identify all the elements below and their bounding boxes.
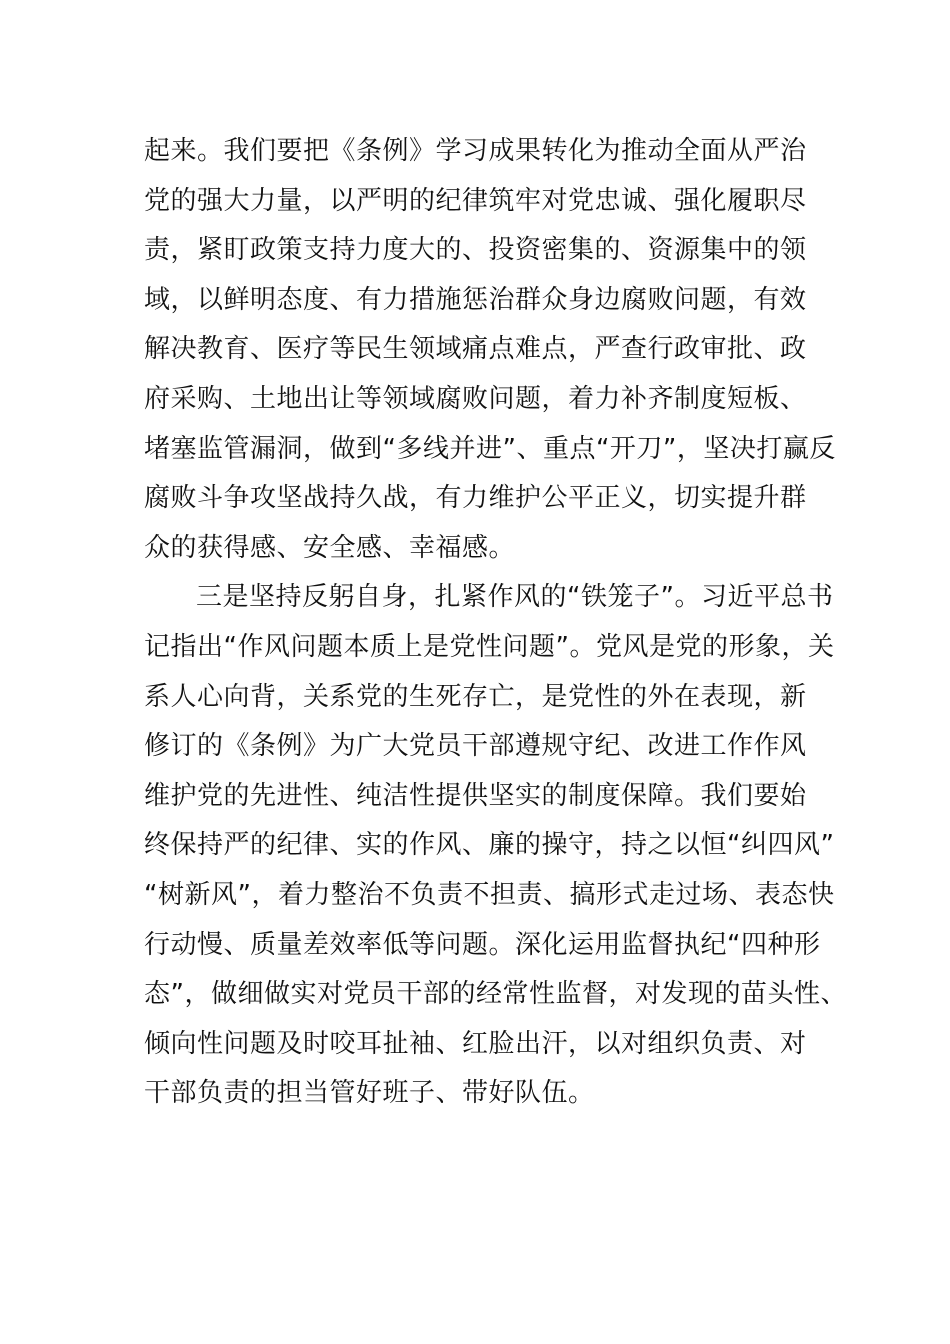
- paragraph-line: 府采购、土地出让等领域腐败问题，着力补齐制度短板、: [144, 383, 807, 414]
- paragraph-line: 责，紧盯政策支持力度大的、投资密集的、资源集中的领: [144, 235, 807, 266]
- paragraph-line: 腐败斗争攻坚战持久战，有力维护公平正义，切实提升群: [144, 483, 807, 514]
- paragraph-line: 党的强大力量，以严明的纪律筑牢对党忠诚、强化履职尽: [144, 185, 807, 216]
- paragraph-line: 堵塞监管漏洞，做到“多线并进”、重点“开刀”，坚决打赢反: [144, 433, 836, 464]
- paragraph-line: 域，以鲜明态度、有力措施惩治群众身边腐败问题，有效: [144, 284, 807, 315]
- paragraph-line: 修订的《条例》为广大党员干部遵规守纪、改进工作作风: [144, 731, 807, 762]
- paragraph-line: 倾向性问题及时咬耳扯袖、红脸出汗，以对组织负责、对: [144, 1028, 807, 1059]
- paragraph-line: 维护党的先进性、纯洁性提供坚实的制度保障。我们要始: [144, 780, 807, 811]
- paragraph-line: 终保持严的纪律、实的作风、廉的操守，持之以恒“纠四风”: [144, 830, 835, 861]
- paragraph-line: 起来。我们要把《条例》学习成果转化为推动全面从严治: [144, 136, 807, 166]
- paragraph-line: 记指出“作风问题本质上是党性问题”。党风是党的形象，关: [144, 631, 835, 662]
- paragraph-line: 三是坚持反躬自身，扎紧作风的“铁笼子”。习近平总书: [196, 582, 834, 613]
- paragraph-line: “树新风”，着力整治不负责不担责、搞形式走过场、表态快: [144, 879, 835, 910]
- paragraph-line: 系人心向背，关系党的生死存亡，是党性的外在表现，新: [144, 681, 807, 712]
- paragraph-line: 解决教育、医疗等民生领域痛点难点，严查行政审批、政: [144, 334, 807, 365]
- paragraph-line: 行动慢、质量差效率低等问题。深化运用监督执纪“四种形: [144, 929, 821, 960]
- paragraph-line: 态”，做细做实对党员干部的经常性监督，对发现的苗头性、: [144, 979, 847, 1010]
- document-body: [144, 127, 847, 1119]
- paragraph-line: 干部负责的担当管好班子、带好队伍。: [144, 1078, 595, 1109]
- paragraph-line: 众的获得感、安全感、幸福感。: [144, 532, 516, 563]
- paragraph-1: [144, 127, 836, 573]
- paragraph-2: [144, 573, 847, 1119]
